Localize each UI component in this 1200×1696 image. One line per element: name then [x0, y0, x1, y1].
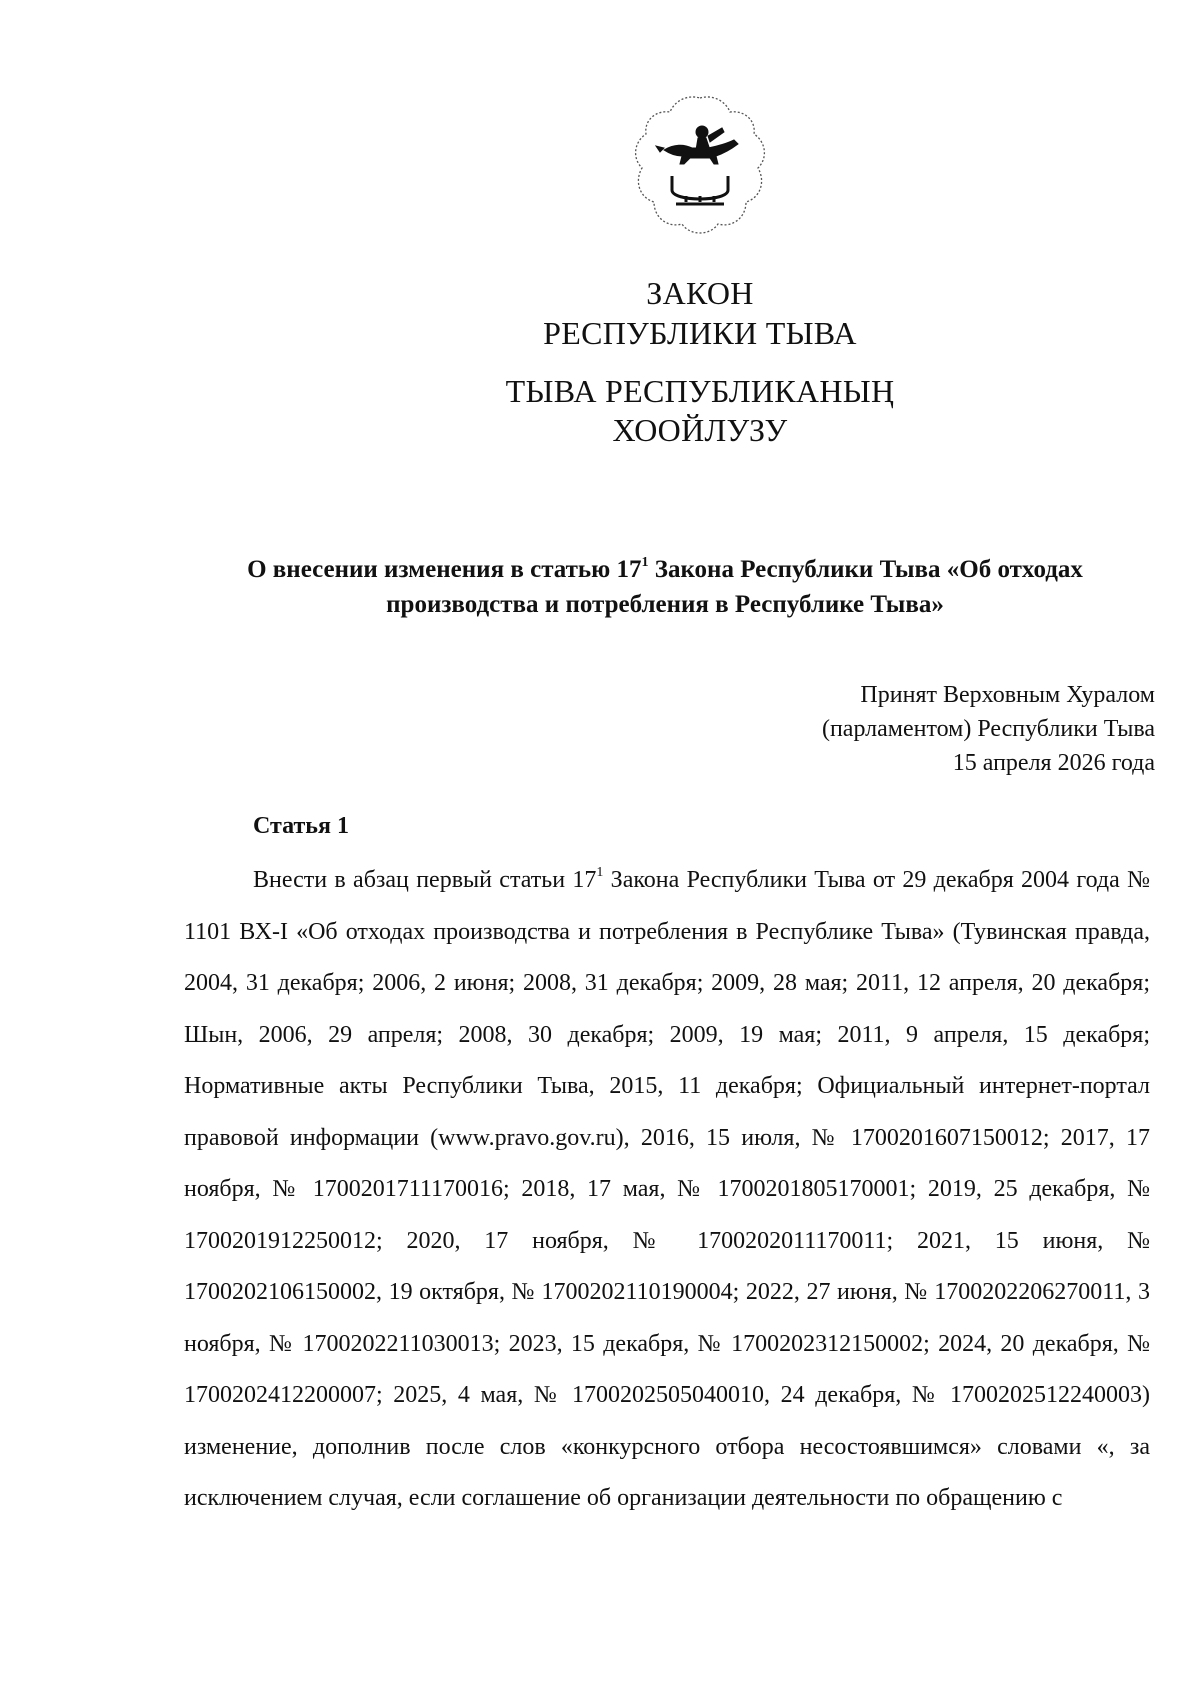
- article-heading: Статья 1: [253, 813, 349, 839]
- tuvan-republic-heading: ТЫВА РЕСПУБЛИКАНЫҢ: [505, 373, 895, 409]
- article-text-start: Внести в абзац первый статьи 17: [253, 867, 597, 893]
- adoption-line-parliament: (парламентом) Республики Тыва: [821, 716, 1155, 742]
- adoption-block: [635, 678, 1155, 780]
- tuvan-law-heading: ХООЙЛУЗУ: [612, 412, 788, 448]
- coat-of-arms-icon: [630, 92, 770, 240]
- republic-heading: РЕСПУБЛИКИ ТЫВА: [543, 315, 857, 351]
- article-paragraph: [184, 855, 1150, 1525]
- law-title-part1: О внесении изменения в статью 17: [247, 556, 642, 583]
- law-title-superscript: 1: [641, 555, 649, 570]
- adoption-line-body: Принят Верховным Хуралом: [860, 682, 1155, 708]
- article-superscript: 1: [596, 865, 604, 880]
- adoption-date: 15 апреля 2026 года: [952, 750, 1155, 776]
- law-heading: ЗАКОН: [646, 275, 754, 311]
- law-title-part2: Закона Республики Тыва «Об отходах производства и потребления в Республике Тыва»: [386, 556, 1083, 618]
- article-text-rest: Закона Республики Тыва от 29 декабря 2004 года № 1101 ВХ-I «Об отходах производства и потребления в Республике Тыва» (Тувинская правда, 2004, 31 декабря; 2006, 2 июня; 2008, 31 декабря; 2009, 28 мая; 2011, 12 апреля, 20 декабря; Шын, 2006, 29 апреля; 2008, 30 декабря; 2009, 19 мая; 2011, 9 апреля, 15 декабря; Нормативные акты Республики Тыва, 2015, 11 декабря; Официальный интернет-портал правовой информации (www.pravo.gov.ru), 2016, 15 июля, № 1700201607150012; 2017, 17 ноября, № 1700201711170016; 2018, 17 мая, № 1700201805170001; 2019, 25 декабря, № 1700201912250012; 2020, 17 ноября, № 1700202011170011; 2021, 15 июня, № 1700202106150002, 19 октября, № 1700202110190004; 2022, 27 июня, № 1700202206270011, 3 ноября, № 1700202211030013; 2023, 15 декабря, № 1700202312150002; 2024, 20 декабря, № 1700202412200007; 2025, 4 мая, № 1700202505040010, 24 декабря, № 1700202512240003) изменение, дополнив после слов «конкурсного отбора несостоявшимся» словами «, за исключением случая, если соглашение об организации деятельности по обращению с: [184, 867, 1150, 1511]
- law-title: [185, 552, 1145, 622]
